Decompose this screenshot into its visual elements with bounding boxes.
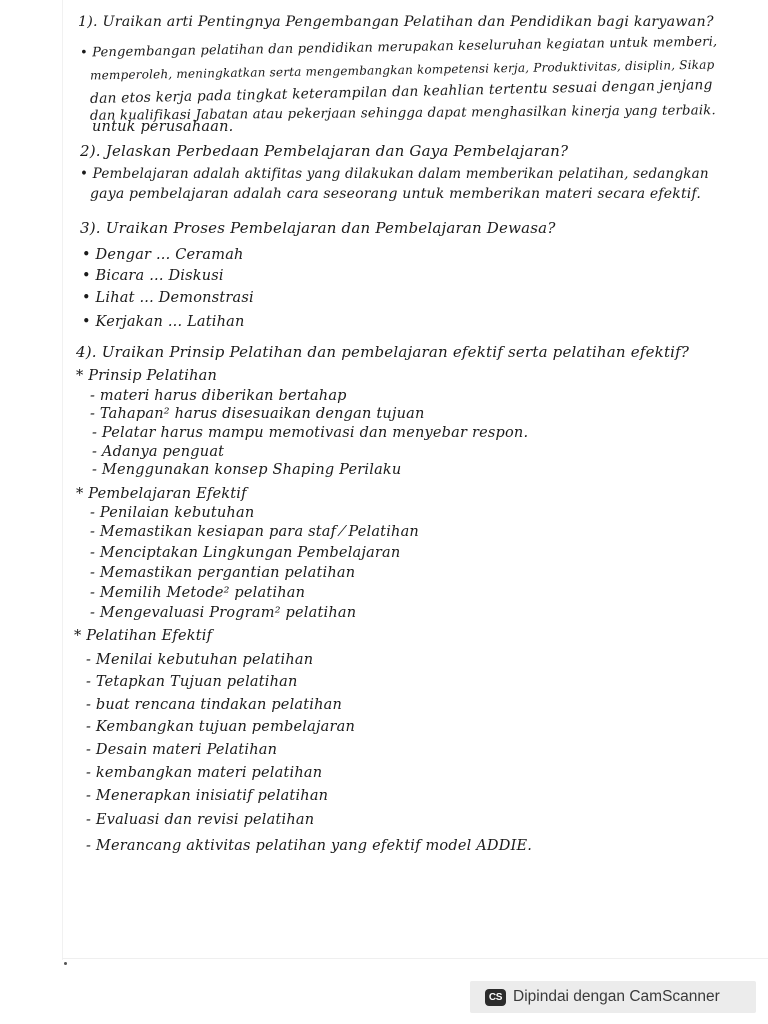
answer-2-line-1: • Pembelajaran adalah aktifitas yang dilakukan dalam memberikan pelatihan, sedangkan bbox=[80, 166, 709, 182]
watermark-text: Dipindai dengan CamScanner bbox=[513, 988, 720, 1005]
page-edge-bottom bbox=[62, 958, 768, 959]
pembelajaran-item-4: - Memastikan pergantian pelatihan bbox=[90, 565, 356, 581]
answer-3-item-1: • Dengar ... Ceramah bbox=[82, 247, 244, 263]
question-2: 2). Jelaskan Perbedaan Pembelajaran dan Gaya Pembelajaran? bbox=[80, 142, 569, 160]
answer-3-item-3: • Lihat ... Demonstrasi bbox=[82, 290, 254, 306]
answer-1-line-2: memperoleh, meningkatkan serta mengembangkan kompetensi kerja, Produktivitas, disiplin, Sikap bbox=[89, 57, 715, 83]
pelatihan-item-9: - Merancang aktivitas pelatihan yang efektif model ADDIE. bbox=[86, 838, 533, 854]
pelatihan-item-8: - Evaluasi dan revisi pelatihan bbox=[86, 812, 315, 828]
pelatihan-item-7: - Menerapkan inisiatif pelatihan bbox=[86, 788, 329, 804]
camscanner-icon: CS bbox=[485, 989, 506, 1006]
answer-3-item-2: • Bicara ... Diskusi bbox=[82, 268, 224, 284]
pembelajaran-item-6: - Mengevaluasi Program² pelatihan bbox=[90, 605, 357, 621]
answer-2-line-2: gaya pembelajaran adalah cara seseorang untuk memberikan materi secara efektif. bbox=[90, 186, 701, 202]
section-prinsip-pelatihan: * Prinsip Pelatihan bbox=[76, 368, 218, 384]
prinsip-item-2: - Tahapan² harus disesuaikan dengan tujuan bbox=[90, 406, 425, 422]
pembelajaran-item-2: - Memastikan kesiapan para staf ⁄ Pelatihan bbox=[90, 524, 419, 540]
pelatihan-item-4: - Kembangkan tujuan pembelajaran bbox=[86, 719, 356, 735]
section-pembelajaran-efektif: * Pembelajaran Efektif bbox=[76, 486, 247, 502]
camscanner-watermark bbox=[470, 981, 756, 1013]
prinsip-item-4: - Adanya penguat bbox=[92, 444, 225, 460]
pelatihan-item-2: - Tetapkan Tujuan pelatihan bbox=[86, 674, 298, 690]
answer-1-line-3: dan etos kerja pada tingkat keterampilan dan keahlian tertentu sesuai dengan jenjang bbox=[89, 76, 713, 108]
section-pelatihan-efektif: * Pelatihan Efektif bbox=[74, 628, 213, 644]
prinsip-item-1: - materi harus diberikan bertahap bbox=[90, 388, 347, 404]
pelatihan-item-1: - Menilai kebutuhan pelatihan bbox=[86, 652, 314, 668]
answer-1-line-4: dan kualifikasi Jabatan atau pekerjaan sehingga dapat menghasilkan kinerja yang terbaik. bbox=[89, 103, 716, 124]
pelatihan-item-6: - kembangkan materi pelatihan bbox=[86, 765, 323, 781]
pembelajaran-item-5: - Memilih Metode² pelatihan bbox=[90, 585, 306, 601]
question-4: 4). Uraikan Prinsip Pelatihan dan pembelajaran efektif serta pelatihan efektif? bbox=[76, 343, 690, 361]
prinsip-item-5: - Menggunakan konsep Shaping Perilaku bbox=[92, 462, 402, 478]
prinsip-item-3: - Pelatar harus mampu memotivasi dan menyebar respon. bbox=[92, 425, 529, 441]
question-1: 1). Uraikan arti Pentingnya Pengembangan Pelatihan dan Pendidikan bagi karyawan? bbox=[78, 14, 714, 30]
scan-speck bbox=[64, 962, 67, 965]
page-edge-left bbox=[62, 0, 63, 960]
pembelajaran-item-1: - Penilaian kebutuhan bbox=[90, 505, 255, 521]
answer-1-line-5: untuk perusahaan. bbox=[92, 119, 234, 135]
pembelajaran-item-3: - Menciptakan Lingkungan Pembelajaran bbox=[90, 545, 401, 561]
question-3: 3). Uraikan Proses Pembelajaran dan Pembelajaran Dewasa? bbox=[80, 219, 556, 237]
answer-3-item-4: • Kerjakan ... Latihan bbox=[82, 314, 245, 330]
pelatihan-item-5: - Desain materi Pelatihan bbox=[86, 742, 278, 758]
pelatihan-item-3: - buat rencana tindakan pelatihan bbox=[86, 697, 343, 713]
answer-1-line-1: • Pengembangan pelatihan dan pendidikan merupakan keseluruhan kegiatan untuk memberi, bbox=[79, 34, 718, 61]
